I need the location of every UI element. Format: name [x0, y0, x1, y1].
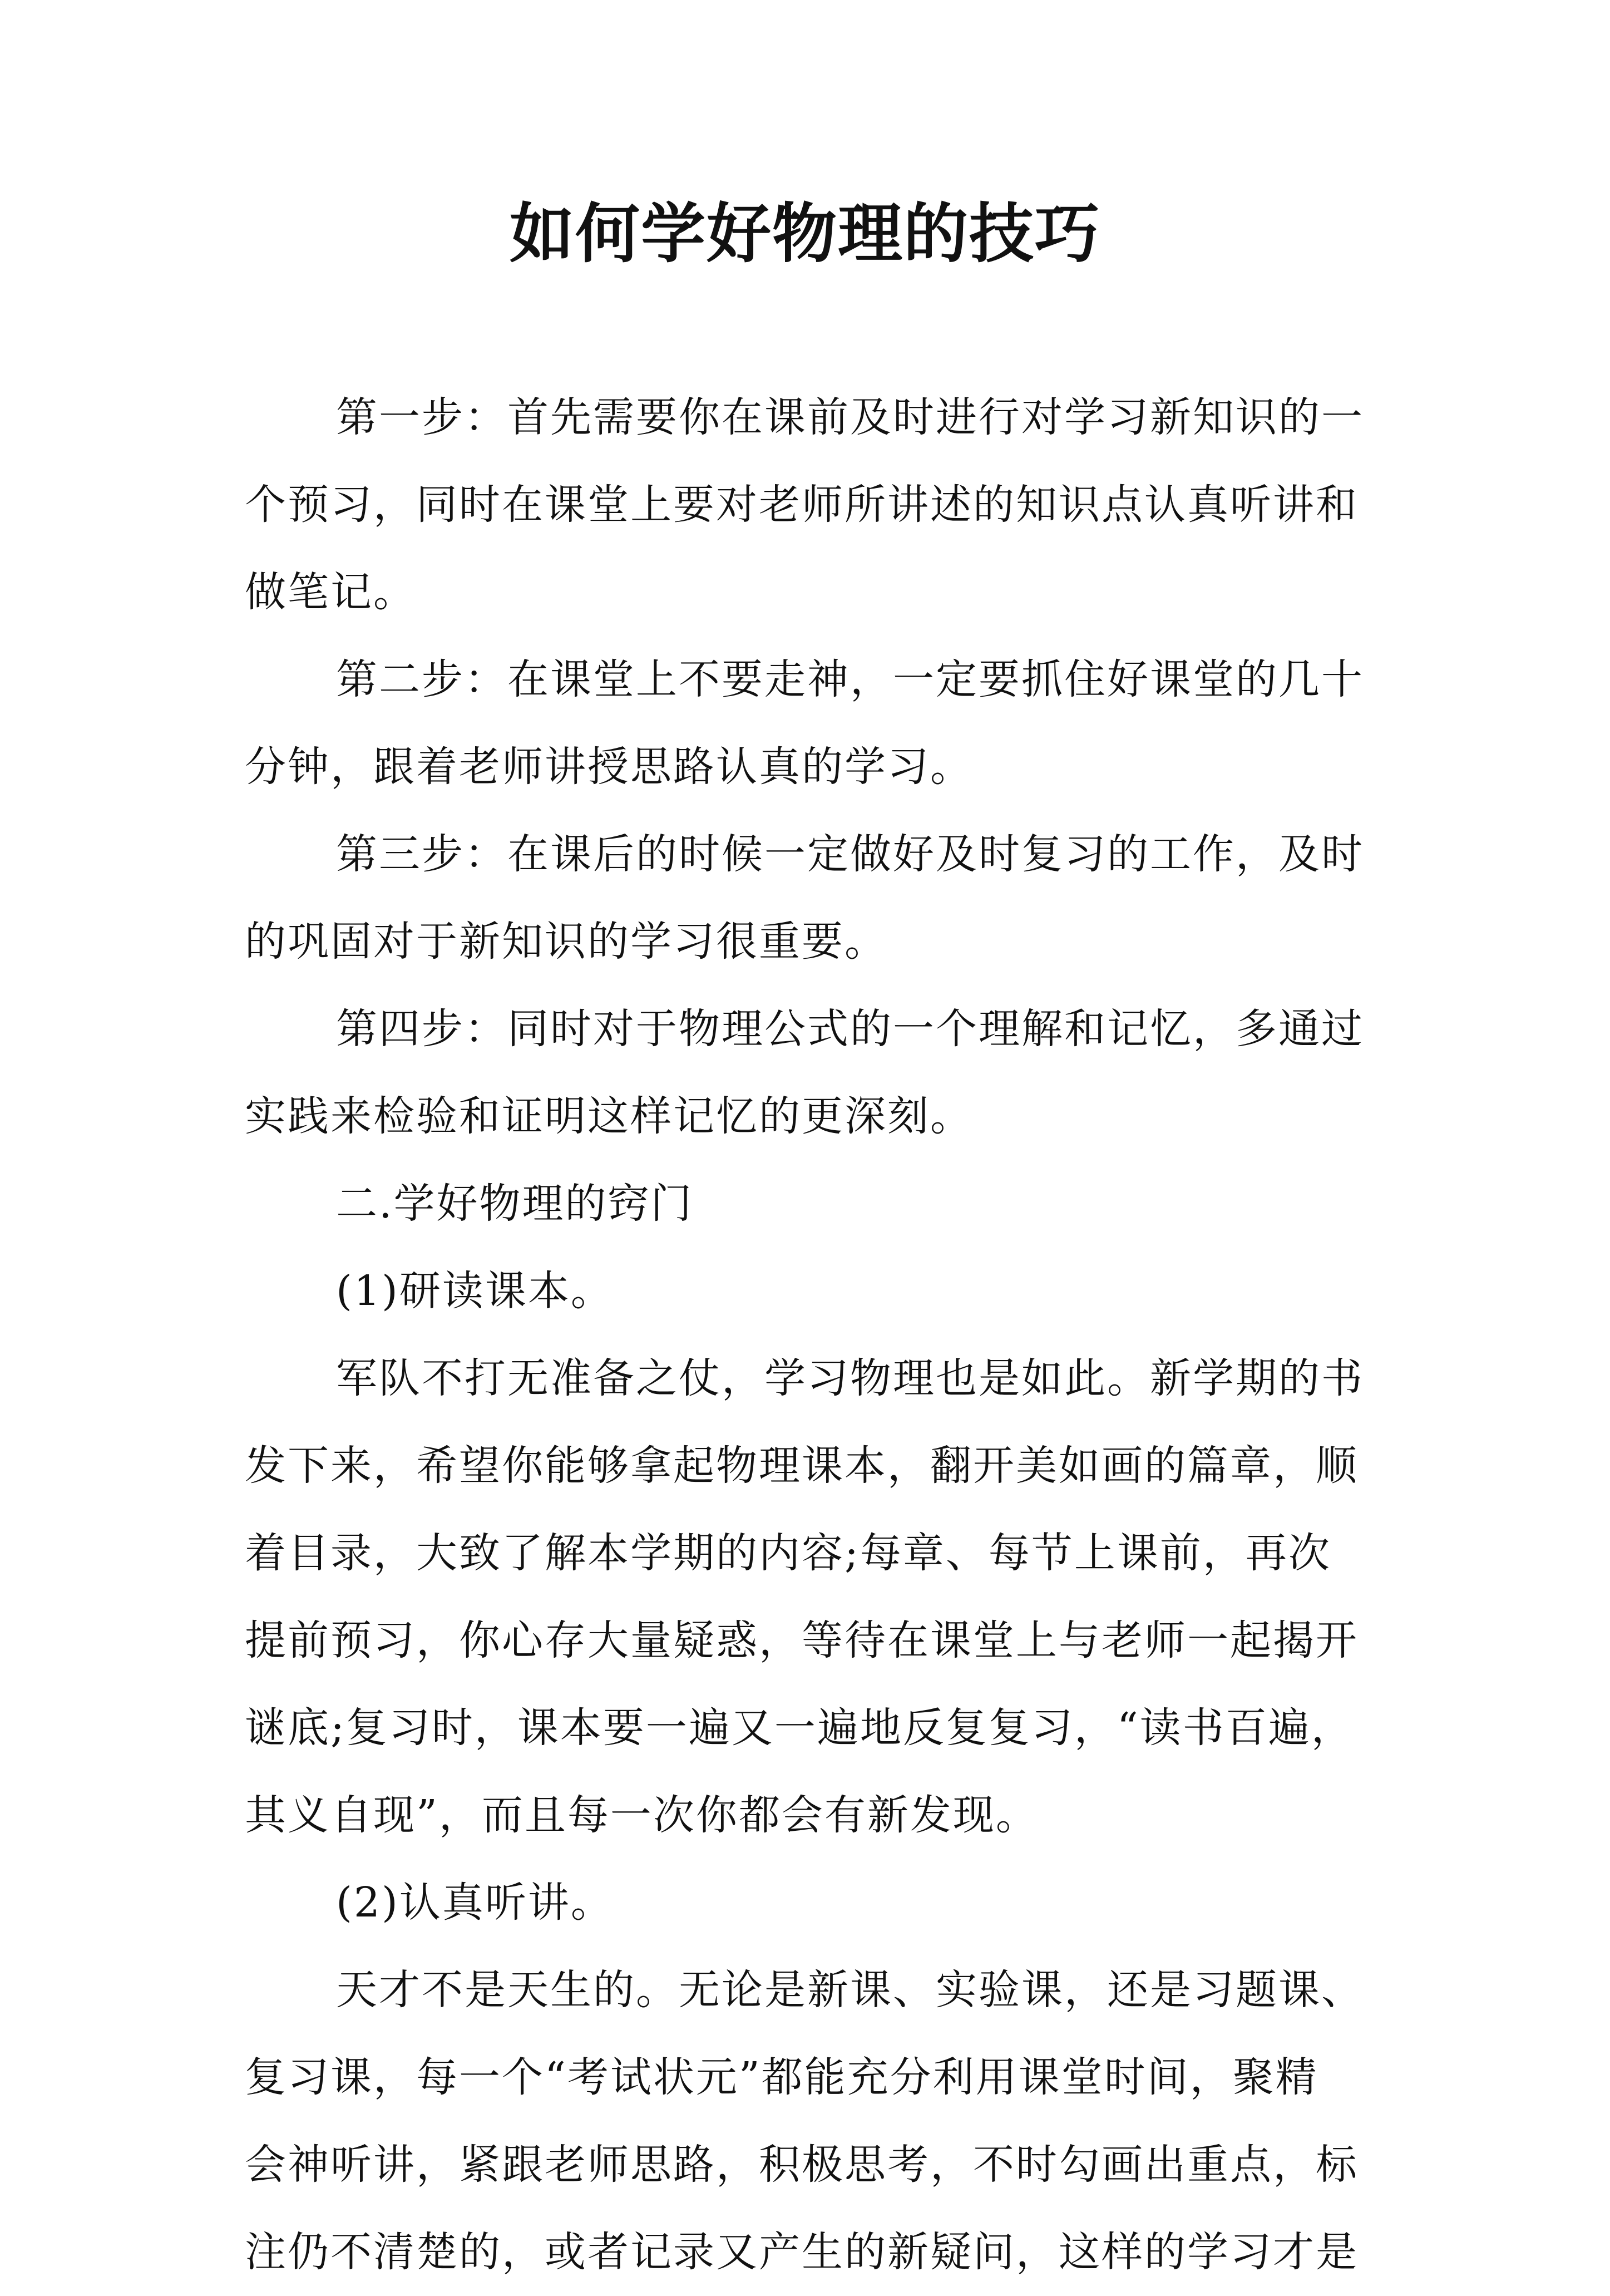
text-line: 谜底;复习时，课本要一遍又一遍地反复复习，“读书百遍，: [245, 1704, 1354, 1752]
text-line: 第二步：在课堂上不要走神，一定要抓住好课堂的几十: [336, 656, 1364, 703]
text-line: 的巩固对于新知识的学习很重要。: [245, 918, 887, 965]
text-line: 复习课，每一个“考试状元”都能充分利用课堂时间，聚精: [245, 2053, 1318, 2101]
text-line: 提前预习，你心存大量疑惑，等待在课堂上与老师一起揭开: [245, 1617, 1359, 1664]
text-line: 实践来检验和证明这样记忆的更深刻。: [245, 1092, 973, 1140]
text-line: 其义自现”，而且每一次你都会有新发现。: [245, 1791, 1039, 1839]
text-line: 第四步：同时对于物理公式的一个理解和记忆，多通过: [336, 1005, 1364, 1053]
text-line: 天才不是天生的。无论是新课、实验课，还是习题课、: [336, 1966, 1364, 2014]
text-line: 分钟，跟着老师讲授思路认真的学习。: [245, 743, 973, 791]
document-body: [245, 374, 1374, 2296]
text-line: 发下来，希望你能够拿起物理课本，翻开美如画的篇章，顺: [245, 1442, 1359, 1490]
text-line: 二.学好物理的窍门: [336, 1180, 694, 1228]
text-line: 着目录，大致了解本学期的内容;每章、每节上课前，再次: [245, 1529, 1331, 1577]
text-line: 军队不打无准备之仗，学习物理也是如此。新学期的书: [336, 1354, 1364, 1402]
document-title: 如何学好物理的技巧: [510, 196, 1100, 272]
text-line: 注仍不清楚的，或者记录又产生的新疑问，这样的学习才是: [245, 2228, 1359, 2276]
text-line: 第一步：首先需要你在课前及时进行对学习新知识的一: [336, 393, 1364, 441]
text-line: (2)认真听讲。: [336, 1879, 614, 1927]
text-line: (1)研读课本。: [336, 1267, 614, 1315]
text-line: 个预习，同时在课堂上要对老师所讲述的知识点认真听讲和: [245, 481, 1359, 529]
text-line: 第三步：在课后的时候一定做好及时复习的工作，及时: [336, 830, 1364, 878]
text-line: 做笔记。: [245, 568, 416, 616]
text-line: 会神听讲，紧跟老师思路，积极思考，不时勾画出重点，标: [245, 2141, 1359, 2189]
